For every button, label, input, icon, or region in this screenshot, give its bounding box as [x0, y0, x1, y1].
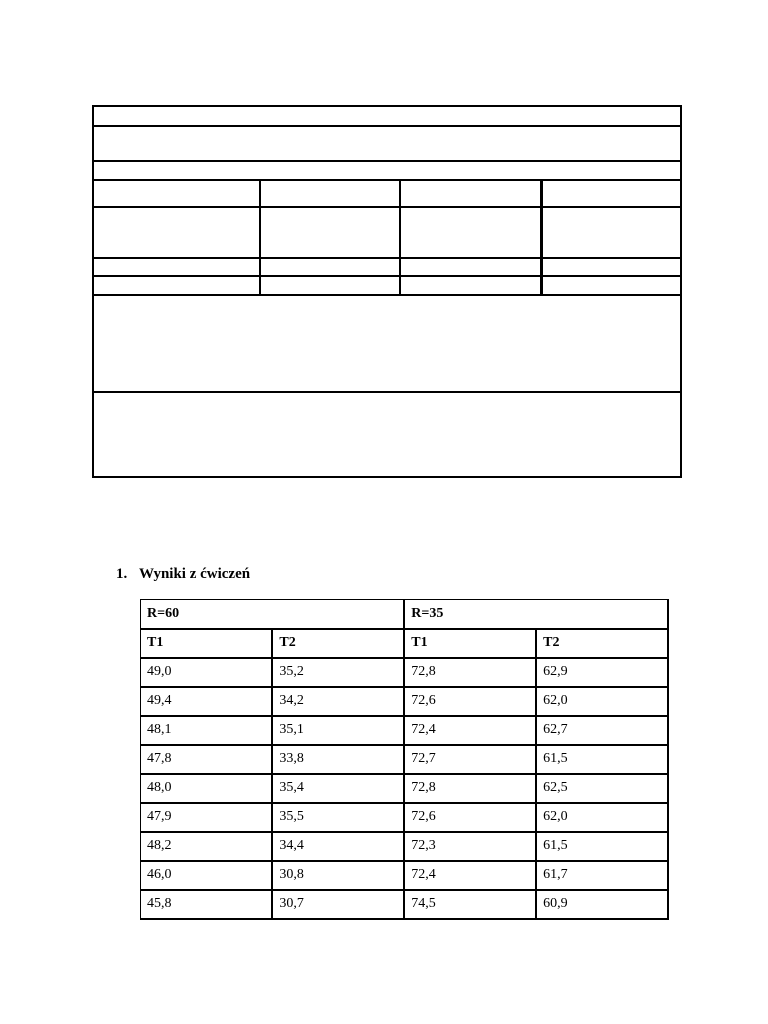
table-cell: 72,3 [404, 832, 536, 861]
table-row [141, 774, 669, 803]
section-title-text: Wyniki z ćwiczeń [139, 566, 251, 582]
table-cell: 30,8 [272, 861, 404, 890]
table-cell: 60,9 [536, 890, 668, 919]
table-row [141, 803, 669, 832]
table-cell: 62,7 [536, 716, 668, 745]
form-rule [94, 125, 680, 127]
column-header: T2 [536, 629, 668, 658]
table-cell: 62,9 [536, 658, 668, 687]
form-column-rule [259, 179, 261, 294]
form-column-rule [540, 179, 543, 294]
table-cell: 72,4 [404, 716, 536, 745]
table-cell: 35,5 [272, 803, 404, 832]
report-header-form [92, 105, 682, 478]
form-rule [94, 206, 680, 208]
table-cell: 72,4 [404, 861, 536, 890]
form-rule [94, 294, 680, 296]
form-rule [94, 160, 680, 162]
table-cell: 48,1 [141, 716, 273, 745]
table-cell: 30,7 [272, 890, 404, 919]
table-cell: 61,5 [536, 832, 668, 861]
table-cell: 62,0 [536, 803, 668, 832]
table-cell: 62,5 [536, 774, 668, 803]
table-cell: 61,7 [536, 861, 668, 890]
form-rule [94, 391, 680, 393]
table-row [141, 687, 669, 716]
table-row [141, 716, 669, 745]
table-row [141, 658, 669, 687]
section-heading [116, 566, 250, 583]
table-cell: 35,1 [272, 716, 404, 745]
form-rule [94, 179, 680, 181]
table-row [141, 890, 669, 919]
column-header: T1 [141, 629, 273, 658]
section-number: 1. [116, 566, 128, 582]
form-rule [94, 275, 680, 277]
table-cell: 72,6 [404, 687, 536, 716]
table-cell: 61,5 [536, 745, 668, 774]
table-cell: 62,0 [536, 687, 668, 716]
column-header: T2 [272, 629, 404, 658]
table-cell: 72,8 [404, 658, 536, 687]
results-table [140, 599, 669, 920]
table-cell: 48,2 [141, 832, 273, 861]
table-cell: 72,7 [404, 745, 536, 774]
column-header: T1 [404, 629, 536, 658]
form-rule [94, 257, 680, 259]
group-header-r35: R=35 [404, 600, 668, 629]
table-column-header-row [141, 629, 669, 658]
table-row [141, 745, 669, 774]
table-row [141, 832, 669, 861]
table-row [141, 861, 669, 890]
group-header-r60: R=60 [141, 600, 405, 629]
table-cell: 35,4 [272, 774, 404, 803]
form-column-rule [399, 179, 401, 294]
table-cell: 74,5 [404, 890, 536, 919]
table-cell: 45,8 [141, 890, 273, 919]
table-cell: 47,9 [141, 803, 273, 832]
table-cell: 34,4 [272, 832, 404, 861]
table-cell: 46,0 [141, 861, 273, 890]
table-cell: 72,6 [404, 803, 536, 832]
table-cell: 33,8 [272, 745, 404, 774]
table-cell: 72,8 [404, 774, 536, 803]
table-cell: 35,2 [272, 658, 404, 687]
table-group-header-row [141, 600, 669, 629]
table-cell: 47,8 [141, 745, 273, 774]
table-cell: 48,0 [141, 774, 273, 803]
table-cell: 34,2 [272, 687, 404, 716]
table-cell: 49,0 [141, 658, 273, 687]
table-cell: 49,4 [141, 687, 273, 716]
